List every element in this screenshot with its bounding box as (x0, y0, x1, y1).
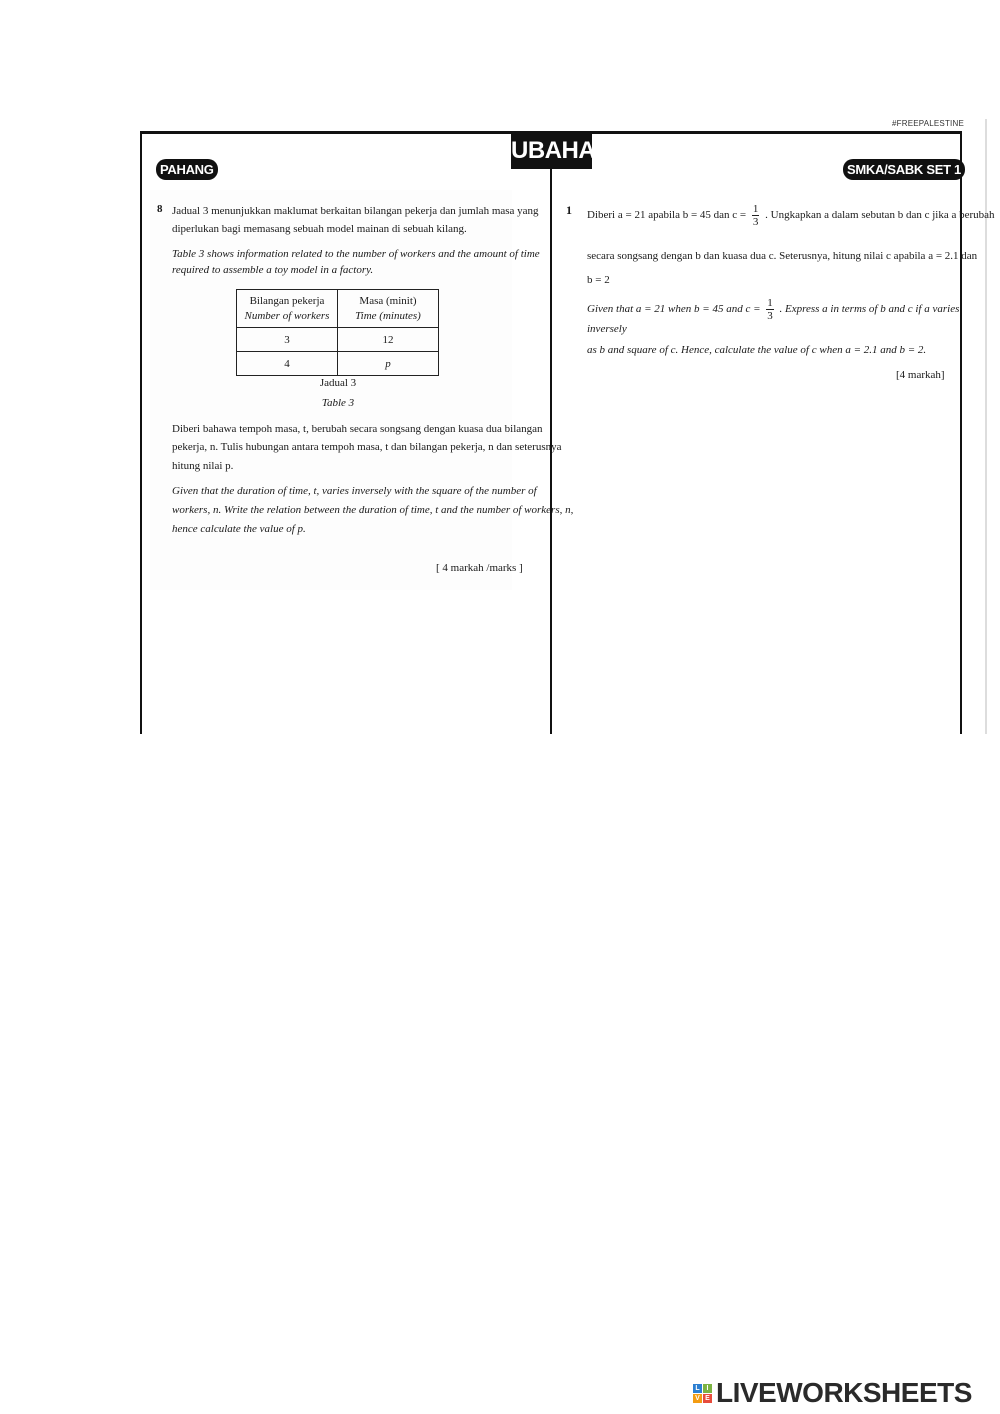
state-badge: PAHANG (156, 159, 218, 180)
q1-malay-part-b: . Ungkapkan a dalam sebutan b dan c jika a berubah (765, 209, 995, 222)
fraction-numerator: 1 (752, 203, 759, 215)
question-1-number: 1 (566, 203, 572, 217)
worksheet-title: UBAHAN (511, 132, 592, 169)
q1-malay-line-3: b = 2 (587, 274, 610, 286)
set-badge: SMKA/SABK SET 1 (843, 159, 965, 180)
q1-english-line-1 (587, 297, 1000, 336)
fraction-denominator: 3 (767, 310, 773, 322)
q8-marks: [ 4 markah /marks ] (436, 562, 523, 574)
fraction-numerator: 1 (767, 297, 773, 309)
header-time-malay: Masa (minit) (359, 294, 417, 307)
table-row (237, 352, 439, 376)
header-time-english: Time (minutes) (355, 309, 421, 322)
q1-english-part-a: Given that a = 21 when b = 45 and c = (587, 303, 761, 316)
hashtag-label: #FREEPALESTINE (891, 119, 964, 128)
q8-body-english-2: workers, n. Write the relation between the duration of time, t and the number of workers, n, (172, 504, 574, 516)
logo-icon: L I V E (693, 1384, 712, 1403)
table-caption-malay: Jadual 3 (319, 377, 357, 389)
q8-english-line-2: required to assemble a toy model in a factory. (172, 264, 374, 276)
fraction-one-third (752, 203, 760, 228)
q1-malay-part-a: Diberi a = 21 apabila b = 45 dan c = (587, 209, 747, 222)
table-cell: 12 (338, 328, 439, 352)
q1-marks: [4 markah] (896, 369, 945, 381)
q1-malay-line-1 (587, 203, 995, 228)
table-header-time (338, 290, 439, 328)
header-workers-malay: Bilangan pekerja (249, 294, 325, 307)
q8-malay-line-1: Jadual 3 menunjukkan maklumat berkaitan bilangan pekerja dan jumlah masa yang (172, 205, 539, 217)
table-cell: p (338, 352, 439, 376)
fraction-one-third (766, 297, 774, 322)
q8-body-malay-2: pekerja, n. Tulis hubungan antara tempoh masa, t dan bilangan pekerja, n dan seterusnya (172, 441, 562, 453)
liveworksheets-logo (693, 1377, 972, 1409)
q1-english-line-2: as b and square of c. Hence, calculate the value of c when a = 2.1 and b = 2. (587, 344, 927, 356)
column-divider (550, 131, 552, 734)
q8-body-english-3: hence calculate the value of p. (172, 523, 306, 535)
table-cell: 3 (237, 328, 338, 352)
q1-malay-line-2: secara songsang dengan b dan kuasa dua c. Seterusnya, hitung nilai c apabila a = 2.1 dan (587, 250, 978, 262)
q8-english-line-1: Table 3 shows information related to the number of workers and the amount of time (172, 248, 540, 260)
table-row (237, 328, 439, 352)
table-header-workers (237, 290, 338, 328)
q1-english-part-b: . Express a in terms of b and c if a varies inversely (587, 303, 960, 335)
table-3 (236, 289, 439, 376)
logo-text: LIVEWORKSHEETS (716, 1377, 972, 1408)
q8-body-english-1: Given that the duration of time, t, varies inversely with the square of the number of (172, 485, 537, 497)
table-caption-english: Table 3 (321, 397, 355, 409)
fraction-denominator: 3 (752, 216, 759, 228)
table-cell: 4 (237, 352, 338, 376)
q8-body-malay-3: hitung nilai p. (172, 460, 234, 472)
question-8-number: 8 (157, 203, 163, 215)
q8-malay-line-2: diperlukan bagi memasang sebuah model mainan di sebuah kilang. (172, 223, 467, 235)
q8-body-malay-1: Diberi bahawa tempoh masa, t, berubah secara songsang dengan kuasa dua bilangan (172, 423, 543, 435)
header-workers-english: Number of workers (244, 309, 330, 322)
